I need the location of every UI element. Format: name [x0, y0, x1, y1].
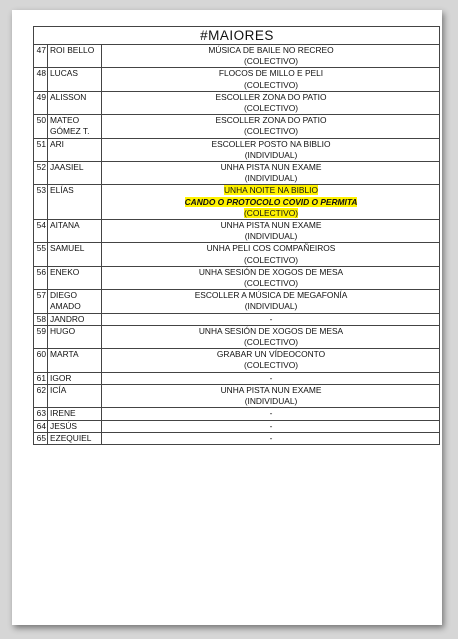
- activity-text: -: [269, 372, 273, 383]
- student-name: JESÚS: [48, 420, 102, 432]
- activity-text: GRABAR UN VÍDEOCONTO: [216, 349, 326, 360]
- activity-cell: [102, 432, 440, 444]
- activity-type: (COLECTIVO): [244, 56, 298, 67]
- activity-text: UNHA SESIÓN DE XOGOS DE MESA: [198, 266, 344, 277]
- table-title: #MAIORES: [34, 27, 440, 45]
- row-number: 50: [34, 115, 48, 138]
- activity-type: (COLECTIVO): [244, 278, 298, 289]
- table-row: [34, 349, 440, 372]
- activity-type: (COLECTIVO): [244, 360, 298, 371]
- activity-text: UNHA PISTA NUN EXAME: [220, 162, 322, 173]
- activity-type: (INDIVIDUAL): [244, 149, 298, 160]
- activity-text: -: [269, 420, 273, 431]
- student-name: HUGO: [48, 325, 102, 348]
- activity-cell: [102, 68, 440, 91]
- activity-text: MÚSICA DE BAILE NO RECREO: [208, 45, 334, 55]
- activity-type: (COLECTIVO): [244, 337, 298, 348]
- table-row: [34, 432, 440, 444]
- activity-type: (INDIVIDUAL): [244, 396, 298, 407]
- table-row: [34, 290, 440, 313]
- table-row: [34, 68, 440, 91]
- activity-text: ESCOLLER ZONA DO PATIO: [215, 91, 327, 102]
- activity-type: (COLECTIVO): [244, 103, 298, 114]
- student-name: IRENE: [48, 408, 102, 420]
- table-row: [34, 115, 440, 138]
- document-page: [12, 10, 442, 625]
- activity-text: ESCOLLER POSTO NA BIBLIO: [211, 138, 331, 149]
- activity-cell: [102, 220, 440, 243]
- student-name: SAMUEL: [48, 243, 102, 266]
- activity-cell: [102, 115, 440, 138]
- row-number: 61: [34, 372, 48, 384]
- student-name: AITANA: [48, 220, 102, 243]
- row-number: 57: [34, 290, 48, 313]
- row-number: 49: [34, 91, 48, 114]
- activity-text: UNHA SESIÓN DE XOGOS DE MESA: [198, 325, 344, 336]
- student-name: JAASIEL: [48, 162, 102, 185]
- student-name: DIEGO AMADO: [48, 290, 102, 313]
- activity-cell: [102, 408, 440, 420]
- activity-cell: [102, 325, 440, 348]
- activity-type: (COLECTIVO): [244, 79, 298, 90]
- activity-cell: [102, 313, 440, 325]
- row-number: 52: [34, 162, 48, 185]
- table-row: [34, 220, 440, 243]
- table-row: [34, 313, 440, 325]
- table-row: [34, 138, 440, 161]
- table-row: [34, 162, 440, 185]
- activity-cell: [102, 266, 440, 289]
- student-name: LUCAS: [48, 68, 102, 91]
- row-number: 59: [34, 325, 48, 348]
- activity-cell: [102, 372, 440, 384]
- activity-type: (INDIVIDUAL): [244, 173, 298, 184]
- activity-text: ESCOLLER ZONA DO PATIO: [215, 115, 327, 126]
- row-number: 47: [34, 45, 48, 68]
- student-name: EZEQUIEL: [48, 432, 102, 444]
- row-number: 63: [34, 408, 48, 420]
- student-name: ROI BELLO: [48, 45, 102, 68]
- activity-text: -: [269, 432, 273, 443]
- activity-cell: [102, 290, 440, 313]
- student-name: ENEKO: [48, 266, 102, 289]
- activity-cell: [102, 384, 440, 407]
- table-row: [34, 266, 440, 289]
- activity-text: UNHA NOITE NA BIBLIO: [224, 185, 319, 196]
- activity-cell: [102, 91, 440, 114]
- row-number: 65: [34, 432, 48, 444]
- activity-cell: [102, 45, 440, 68]
- row-number: 54: [34, 220, 48, 243]
- activity-note: CANDO O PROTOCOLO COVID O PERMITA: [184, 196, 358, 207]
- table-row: [34, 91, 440, 114]
- activity-type: (INDIVIDUAL): [244, 231, 298, 242]
- activity-type: (COLECTIVO): [244, 254, 298, 265]
- rewards-table: [33, 26, 440, 445]
- row-number: 58: [34, 313, 48, 325]
- table-row: [34, 185, 440, 220]
- row-number: 53: [34, 185, 48, 220]
- activity-text: UNHA PELI COS COMPAÑEIROS: [206, 243, 336, 254]
- table-row: [34, 243, 440, 266]
- student-name: MARTA: [48, 349, 102, 372]
- student-name: IGOR: [48, 372, 102, 384]
- activity-text: FLOCOS DE MILLO E PELI: [218, 68, 324, 79]
- row-number: 55: [34, 243, 48, 266]
- activity-cell: [102, 243, 440, 266]
- activity-text: -: [269, 408, 273, 419]
- table-row: [34, 420, 440, 432]
- student-name: ALISSON: [48, 91, 102, 114]
- row-number: 62: [34, 384, 48, 407]
- table-row: [34, 408, 440, 420]
- activity-cell: [102, 185, 440, 220]
- row-number: 60: [34, 349, 48, 372]
- row-number: 64: [34, 420, 48, 432]
- row-number: 51: [34, 138, 48, 161]
- activity-type: (INDIVIDUAL): [244, 301, 298, 312]
- activity-cell: [102, 162, 440, 185]
- table-row: [34, 45, 440, 68]
- student-name: MATEO GÓMEZ T.: [48, 115, 102, 138]
- activity-text: ESCOLLER A MÚSICA DE MEGAFONÍA: [194, 290, 348, 301]
- activity-cell: [102, 138, 440, 161]
- activity-text: UNHA PISTA NUN EXAME: [220, 220, 322, 231]
- row-number: 48: [34, 68, 48, 91]
- activity-text: UNHA PISTA NUN EXAME: [220, 384, 322, 395]
- row-number: 56: [34, 266, 48, 289]
- activity-cell: [102, 420, 440, 432]
- table-row: [34, 325, 440, 348]
- activity-text: -: [269, 313, 273, 324]
- activity-type: (COLECTIVO): [244, 126, 298, 137]
- activity-type: (COLECTIVO): [244, 207, 298, 218]
- student-name: ARI: [48, 138, 102, 161]
- table-row: [34, 372, 440, 384]
- table-row: [34, 384, 440, 407]
- student-name: ICÍA: [48, 384, 102, 407]
- activity-cell: [102, 349, 440, 372]
- student-name: ELÍAS: [48, 185, 102, 220]
- student-name: JANDRO: [48, 313, 102, 325]
